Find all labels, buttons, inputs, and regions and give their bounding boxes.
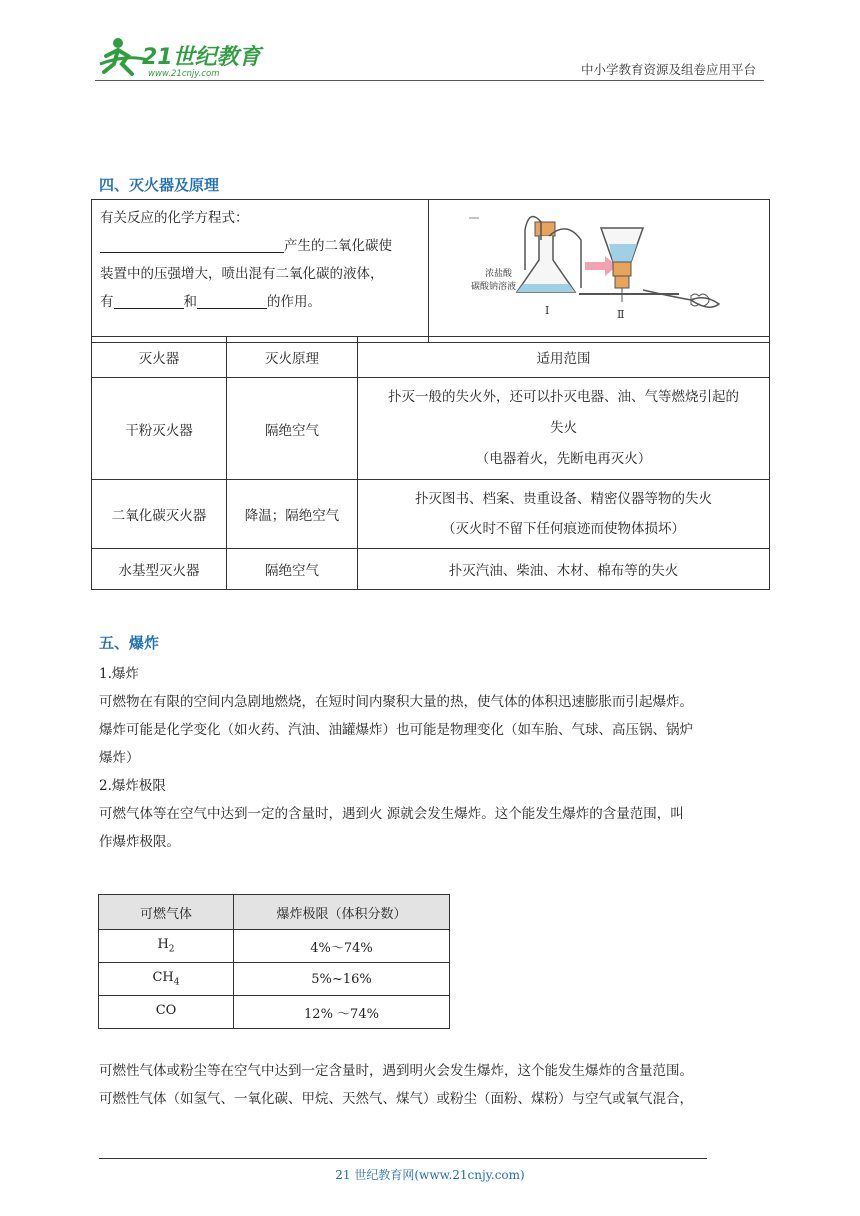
header-principle: 灭火原理: [227, 337, 358, 378]
extinguisher-name: 二氧化碳灭火器: [92, 480, 227, 549]
extinguisher-name: 水基型灭火器: [92, 549, 227, 590]
extinguisher-scope: 扑灭汽油、柴油、木材、棉布等的失火: [358, 549, 770, 590]
subheading-explosion-limit: 2.爆炸极限: [99, 778, 166, 794]
gas-name: $CH_4$: [99, 963, 234, 996]
header-gas: 可燃气体: [99, 895, 234, 930]
apparatus-figure-cell: [429, 200, 770, 343]
table-row: [99, 930, 450, 963]
table-row: [99, 996, 450, 1029]
gas-name: CO: [99, 996, 234, 1029]
equation-blank[interactable]: [100, 236, 284, 253]
svg-text:Ⅰ: Ⅰ: [545, 304, 550, 317]
answer-blank-2[interactable]: [197, 292, 267, 309]
footer-divider: [99, 1158, 707, 1159]
table-row: [92, 549, 770, 590]
header-limit: 爆炸极限（体积分数）: [234, 895, 450, 930]
svg-text:碳酸钠溶液: 碳酸钠溶液: [471, 282, 517, 292]
logo-runner-icon: [96, 34, 266, 80]
table-row: [92, 480, 770, 549]
extinguisher-principle: 隔绝空气: [227, 378, 358, 480]
extinguisher-principle: 隔绝空气: [227, 549, 358, 590]
reaction-description-cell: [92, 200, 429, 343]
extinguisher-principle: 降温；隔绝空气: [227, 480, 358, 549]
answer-blank-1[interactable]: [114, 292, 184, 309]
footer-site-link[interactable]: 21 世纪教育网(www.21cnjy.com): [335, 1168, 525, 1182]
extinguisher-name: 干粉灭火器: [92, 378, 227, 480]
extinguisher-principle-table: [91, 199, 770, 343]
section-5-heading: 五、爆炸: [99, 634, 160, 652]
explosion-limit-text: 可燃性气体或粉尘等在空气中达到一定含量时，遇到明火会发生爆炸，这个能发生爆炸的含量范围。 可燃性气体（如氢气、一氧化碳、甲烷、天然气、煤气）或粉尘（面粉、煤粉）与空气或氧气混合，: [99, 1063, 693, 1107]
extinguisher-apparatus-figure: [429, 200, 769, 334]
reaction-line3: 装置中的压强增大，喷出混有二氧化碳的液体，: [100, 266, 384, 282]
svg-text:Ⅱ: Ⅱ: [617, 308, 625, 321]
header-extinguisher: 灭火器: [92, 337, 227, 378]
extinguisher-scope: 扑灭一般的失火外，还可以扑灭电器、油、气等燃烧引起的 失火 （电器着火，先断电再灭火）: [358, 378, 770, 480]
gas-limit: 5%~16%: [234, 963, 450, 996]
gas-name: $H_2$: [99, 930, 234, 963]
table-row: [99, 963, 450, 996]
gas-limit: 4%～74%: [234, 930, 450, 963]
svg-text:21世纪教育: 21世纪教育: [142, 45, 261, 70]
header-divider: [95, 80, 764, 81]
reaction-line4: 有 和 的作用。: [100, 294, 321, 310]
section-4-heading: 四、灭火器及原理: [99, 176, 220, 194]
reaction-line2: 产生的二氧化碳使: [100, 232, 420, 260]
header-scope: 适用范围: [358, 337, 770, 378]
explosion-text: 1.爆炸 可燃物在有限的空间内急剧地燃烧，在短时间内聚积大量的热，使气体的体积迅速膨胀而引起爆炸。 爆炸可能是化学变化（如火药、汽油、油罐爆炸）也可能是物理变化（如车胎、气球、高压锅、锅炉 爆炸） 2.爆炸极限 可燃气体等在空气中达到一定的含量时，遇到火 源就会发生爆炸。这个能发生爆炸的含量范围，叫 作爆炸极限。: [99, 660, 769, 856]
svg-text:www.21cnjy.com: www.21cnjy.com: [148, 69, 220, 79]
site-logo: [96, 34, 266, 80]
explosion-limits-table: [98, 894, 450, 1029]
platform-name: 中小学教育资源及组卷应用平台: [580, 62, 756, 77]
svg-text:浓盐酸: 浓盐酸: [485, 269, 513, 279]
extinguisher-scope: 扑灭图书、档案、贵重设备、精密仪器等物的失火 （灭火时不留下任何痕迹而使物体损坏）: [358, 480, 770, 549]
table-row: [92, 378, 770, 480]
extinguisher-types-table: [91, 336, 770, 590]
reaction-intro: 有关反应的化学方程式：: [100, 210, 249, 226]
gas-limit: 12% ～74%: [234, 996, 450, 1029]
subheading-explosion: 1.爆炸: [99, 666, 139, 682]
